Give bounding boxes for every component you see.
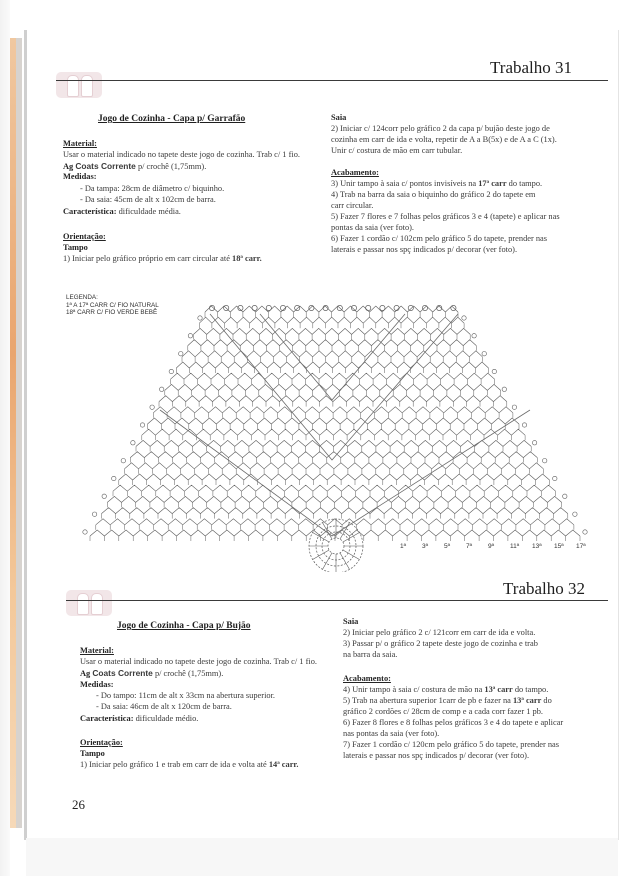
t31-material-label: Material:: [63, 139, 97, 148]
mesh-stitches: [176, 368, 488, 373]
right-edge-flower: [522, 423, 526, 427]
t31-caracteristica: [63, 207, 181, 218]
t31-acab-step-3-emph: 17ª carr: [478, 179, 507, 188]
mesh-stitches: [159, 402, 507, 407]
t31-acab-line: laterais e passar nos spç indicados p/ decorar (ver foto).: [331, 245, 518, 254]
crochet-mesh: [83, 305, 587, 541]
t32-acab-step-4: [343, 685, 548, 696]
t32-medida-2: - Da saia: 46cm de alt x 120cm de barra.: [96, 702, 232, 711]
mesh-row: [107, 496, 561, 502]
crochet-diagram: [60, 300, 590, 572]
row-label: 11ª: [510, 543, 520, 550]
right-edge-flower: [462, 316, 466, 320]
page-number: 26: [72, 797, 85, 812]
t31-medida-1: - Da tampa: 28cm de diâmetro c/ biquinho.: [80, 184, 225, 193]
legend-title: LEGENDA:: [66, 294, 98, 301]
t32-saia-line: na barra da saia.: [343, 650, 398, 659]
mesh-row: [176, 362, 488, 368]
t32-caract-text: dificuldade médio.: [135, 714, 199, 723]
t31-acab-line: pontas da saia (ver foto).: [331, 223, 415, 232]
t32-acab-step-5-end: do: [543, 696, 552, 705]
left-edge-flower: [131, 441, 135, 445]
mesh-stitches: [165, 390, 501, 395]
mesh-stitches: [171, 379, 495, 384]
t31-saia-line: 2) Iniciar c/ 124corr pelo gráfico 2 da capa p/ bujão deste jogo de: [331, 124, 550, 133]
t31-saia-line: cozinha em carr de ida e volta, repetir de A a B(5x) e de A a C (1x).: [331, 135, 557, 144]
mesh-stitches: [107, 502, 561, 507]
t32-acab-line: laterais e passar nos spç indicados p/ decorar (ver foto).: [343, 751, 530, 760]
t32-needle-prefix: Ag: [80, 669, 91, 678]
title-rule-31: [56, 80, 608, 81]
row-label: 1ª: [400, 543, 407, 550]
t31-tampo-step-1-emph: 18ª carr.: [232, 254, 262, 263]
t31-acab-line: 5) Fazer 7 flores e 7 folhas pelos gráficos 3 e 4 (tapete) e aplicar nas: [331, 212, 560, 221]
t32-acab-step-4-text: 4) Unir tampo à saia c/ costura de mão na: [343, 685, 483, 694]
left-edge-flower: [83, 530, 87, 534]
work-31-title: Trabalho 31: [490, 58, 573, 77]
right-edge-flower: [573, 512, 577, 516]
mesh-row: [125, 463, 544, 469]
mesh-stitches: [148, 424, 520, 429]
right-edge-flower: [543, 459, 547, 463]
scan-bottom-margin: [26, 838, 618, 876]
t31-orientacao-label: Orientação:: [63, 232, 106, 241]
right-edge-flower: [472, 334, 476, 338]
mesh-stitches: [199, 323, 464, 328]
row-label: 7ª: [466, 543, 473, 550]
row-label: 3ª: [422, 543, 429, 550]
left-edge-flower: [160, 387, 164, 391]
t32-acab-step-5-emph: 13ª carr: [512, 696, 542, 705]
mesh-row: [96, 519, 574, 525]
t31-needle-prefix: Ag: [63, 162, 74, 171]
t32-needle-brand: Coats Corrente: [92, 668, 153, 678]
mesh-row: [182, 351, 482, 357]
t31-tampo-label: Tampo: [63, 243, 88, 252]
mesh-row: [171, 373, 495, 379]
mesh-stitches: [113, 491, 556, 496]
logo-icon: [66, 590, 112, 616]
mesh-row: [153, 407, 513, 413]
logo-icon: [56, 72, 102, 98]
center-spoke: [313, 550, 330, 560]
legend-line-2: 18ª CARR C/ FIO VERDE BEBÊ: [66, 309, 158, 316]
right-edge-flower: [563, 494, 567, 498]
mesh-row: [119, 474, 550, 480]
t31-acab-step-3-text: 3) Unir tampo à saia c/ pontos invisíveis na: [331, 179, 477, 188]
right-edge-flower: [502, 387, 506, 391]
mesh-stitches: [142, 435, 525, 440]
t31-medidas-label: Medidas:: [63, 172, 97, 181]
mesh-stitches: [153, 413, 513, 418]
top-edge-flower: [408, 305, 413, 310]
t32-acabamento-label: Acabamento:: [343, 674, 391, 683]
t32-needle: [80, 668, 223, 680]
top-edge-flower: [422, 305, 427, 310]
top-edge-flower: [309, 305, 314, 310]
diagram-center-motif: [309, 519, 363, 572]
t32-acab-line: nas pontas da saia (ver foto).: [343, 729, 440, 738]
t31-acab-step-3-end: do tampo.: [508, 179, 543, 188]
legend-line-1: 1ª A 17ª CARR C/ FIO NATURAL: [66, 301, 159, 309]
right-edge-flower: [532, 441, 536, 445]
t31-acab-line: 6) Fazer 1 cordão c/ 102cm pelo gráfico 5 do tapete, prender nas: [331, 234, 548, 243]
row-label: 9ª: [488, 543, 495, 550]
left-edge-flower: [112, 476, 116, 480]
t32-medidas-label: Medidas:: [80, 680, 114, 689]
t31-needle-brand: Coats Corrente: [75, 161, 136, 171]
mesh-row: [136, 440, 531, 446]
t32-tampo-step-1-text: 1) Iniciar pelo gráfico 1 e trab em carr de ida e volta até: [80, 760, 267, 769]
right-edge-flower: [512, 405, 516, 409]
t31-needle-suffix: p/ crochê (1,75mm).: [137, 162, 207, 171]
mesh-stitches: [125, 469, 544, 474]
top-edge-flower: [366, 305, 371, 310]
t31-tampo-step-1: [63, 254, 262, 265]
center-spoke: [323, 553, 333, 570]
t32-acab-step-5: [343, 696, 552, 707]
t32-acab-line: 7) Fazer 1 cordão c/ 120cm pelo gráfico 5 do tapete, prender nas: [343, 740, 560, 749]
mesh-stitches: [182, 357, 482, 362]
center-spoke: [340, 553, 350, 570]
t32-material-text: Usar o material indicado no tapete deste jogo de cozinha. Trab c/ 1 fio.: [80, 657, 317, 666]
t32-saia-line: 3) Passar p/ o gráfico 2 tapete deste jogo de cozinha e trab: [343, 639, 538, 648]
scan-edge: [0, 0, 10, 876]
t32-acab-step-4-emph: 13ª carr: [484, 685, 513, 694]
t32-acab-step-5-text: 5) Trab na abertura superior 1carr de pb e fazer na: [343, 696, 511, 705]
top-edge-flower: [266, 305, 271, 310]
mesh-stitches: [102, 514, 568, 519]
t31-acabamento-label: Acabamento:: [331, 168, 379, 177]
t32-acab-line: 6) Fazer 8 flores e 8 folhas pelos gráficos 3 e 4 do tapete e aplicar: [343, 718, 564, 727]
center-spoke: [323, 523, 333, 540]
t31-material-text: Usar o material indicado no tapete deste jogo de cozinha. Trab c/ 1 fio.: [63, 150, 300, 159]
center-spoke: [343, 550, 360, 560]
t32-saia-label: Saia: [343, 617, 359, 626]
mesh-stitches: [90, 536, 580, 541]
work-32-title: Trabalho 32: [503, 579, 586, 598]
left-edge-flower: [92, 512, 96, 516]
t32-heading: Jogo de Cozinha - Capa p/ Bujão: [117, 621, 251, 631]
right-edge-flower: [492, 369, 496, 373]
mesh-stitches: [96, 525, 574, 530]
t31-heading: Jogo de Cozinha - Capa p/ Garrafão: [98, 114, 246, 124]
t31-acab-line: carr circular.: [331, 201, 374, 210]
center-spoke: [343, 533, 360, 543]
mesh-row: [102, 508, 568, 514]
title-rule-32: [66, 600, 608, 601]
right-edge-flower: [553, 476, 557, 480]
top-edge-flower: [394, 305, 399, 310]
mesh-stitches: [119, 480, 550, 485]
top-edge-flower: [380, 305, 385, 310]
mesh-row: [194, 328, 471, 334]
t32-caract-label: Característica:: [80, 714, 134, 723]
left-edge-flower: [121, 459, 125, 463]
row-labels: [400, 543, 586, 550]
t32-acab-line: gráfico 2 cordões c/ 28cm de comp e a cada corr fazer 1 pb.: [343, 707, 543, 716]
t32-saia-line: 2) Iniciar pelo gráfico 2 c/ 121corr em carr de ida e volta.: [343, 628, 536, 637]
row-label: 13ª: [532, 543, 542, 550]
mesh-row: [113, 485, 556, 491]
t31-needle: [63, 161, 206, 173]
t32-caracteristica: [80, 714, 198, 725]
center-ring: [328, 538, 344, 554]
t31-tampo-step-1-text: 1) Iniciar pelo gráfico próprio em carr circular até: [63, 254, 230, 263]
page-fold: [24, 30, 27, 840]
t31-acab-step-3: [331, 179, 542, 190]
t32-tampo-label: Tampo: [80, 749, 105, 758]
t32-needle-suffix: p/ crochê (1,75mm).: [154, 669, 224, 678]
mesh-row: [90, 530, 580, 536]
left-edge-flower: [140, 423, 144, 427]
t31-saia-line: Unir c/ costura de mão em carr tubular.: [331, 146, 463, 155]
t32-medida-1: - Do tampo: 11cm de alt x 33cm na abertura superior.: [96, 691, 275, 700]
t32-tampo-step-1-emph: 14ª carr.: [268, 760, 299, 769]
row-label: 15ª: [554, 543, 564, 550]
t32-acab-step-4-end: do tampo.: [514, 685, 549, 694]
mesh-row: [165, 384, 501, 390]
mesh-row: [142, 429, 525, 435]
t32-tampo-step-1: [80, 760, 298, 771]
mesh-stitches: [194, 334, 471, 339]
top-edge-flower: [252, 305, 257, 310]
mesh-stitches: [205, 312, 458, 317]
left-edge-flower: [150, 405, 154, 409]
left-edge-flower: [179, 352, 183, 356]
t31-saia-label: Saia: [331, 113, 347, 122]
right-edge-flower: [482, 352, 486, 356]
row-label: 17ª: [576, 543, 586, 550]
t31-caract-text: dificuldade média.: [118, 207, 181, 216]
t31-acab-line: 4) Trab na barra da saia o biquinho do gráfico 2 do tapete em: [331, 190, 536, 199]
top-edge-flower: [295, 305, 300, 310]
row-label: 5ª: [444, 543, 451, 550]
mesh-row: [130, 452, 537, 458]
mesh-stitches: [188, 346, 477, 351]
t31-caract-label: Característica:: [63, 207, 117, 216]
left-edge-flower: [102, 494, 106, 498]
t32-orientacao-label: Orientação:: [80, 738, 123, 747]
t32-material-label: Material:: [80, 646, 114, 655]
right-edge-flower: [583, 530, 587, 534]
left-edge-flower: [198, 316, 202, 320]
mesh-row: [199, 317, 464, 323]
mesh-row: [148, 418, 520, 424]
left-edge-flower: [169, 369, 173, 373]
t31-medida-2: - Da saia: 45cm de alt x 102cm de barra.: [80, 195, 216, 204]
book-spine-shadow: [16, 38, 22, 828]
left-edge-flower: [188, 334, 192, 338]
